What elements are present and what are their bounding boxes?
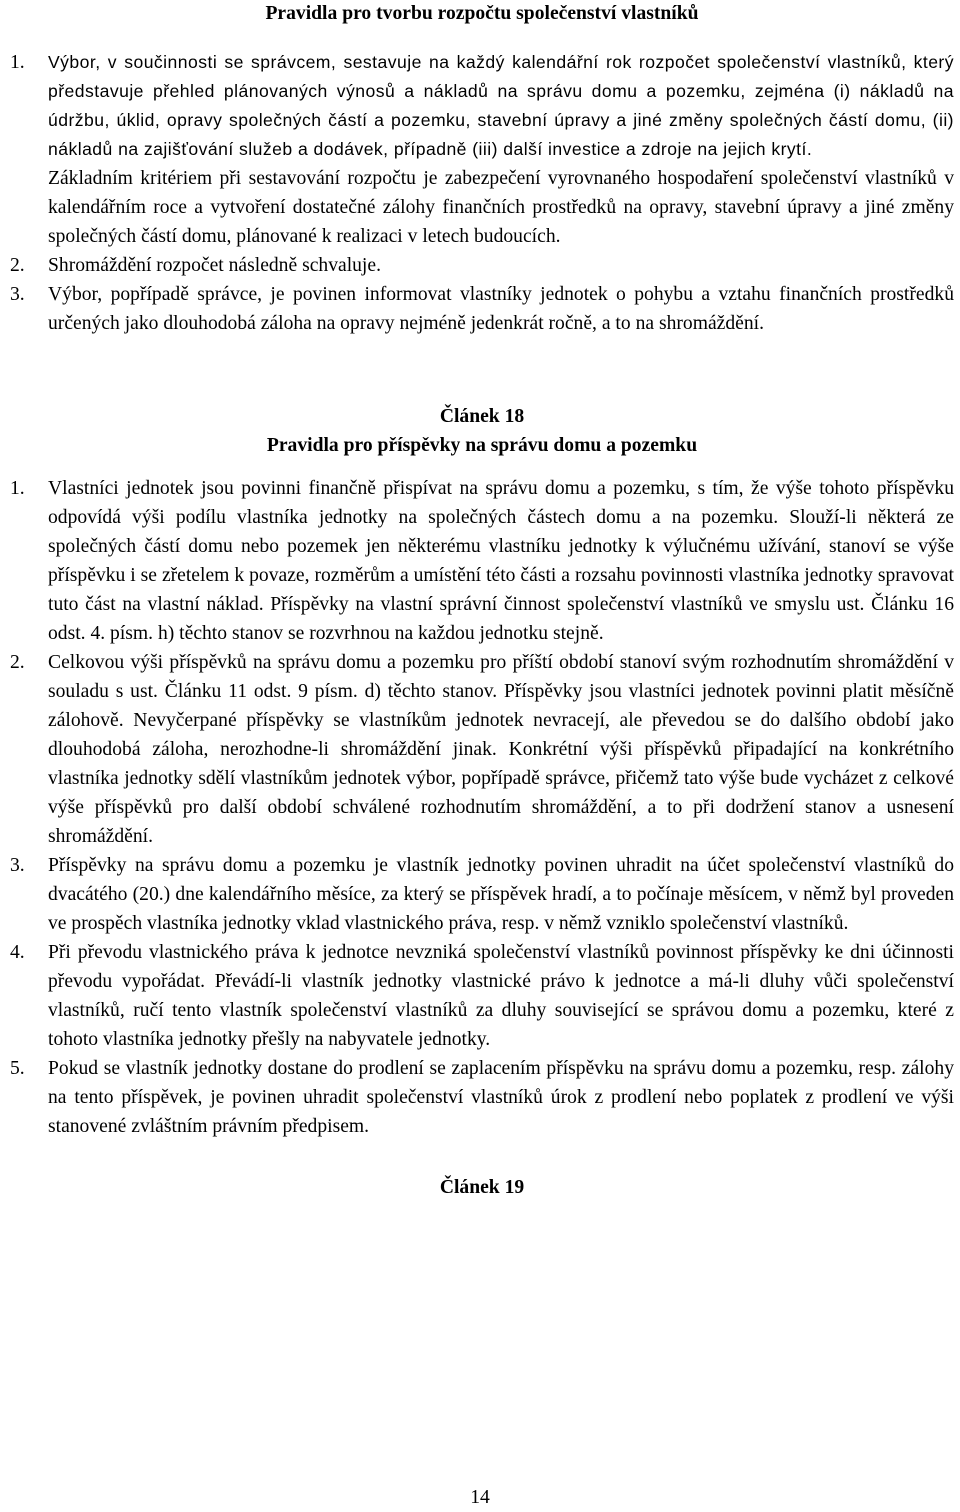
item-number: 2. [10,652,25,673]
item-number: 4. [10,942,25,963]
article-18-label: Článek 18 [439,406,525,427]
item-text: Příspěvky na správu domu a pozemku je vlastník jednotky povinen uhradit na účet společenství vlastníků do dvacátého (20.) dne kalendářního měsíce, za který se příspěvek hradí, a to počínaje měsícem, v němž byl proveden ve prospěch vlastníka jednotky vklad vlastnického práva, resp. v němž vzniklo společenství vlastníků. [48,855,954,934]
item-text: Celkovou výši příspěvků na správu domu a pozemku pro příští období stanoví svým rozhodnutím shromáždění v souladu s ust. Článku 11 odst. 9 písm. d) těchto stanov. Příspěvky jsou vlastníci jednotek povinni platit měsíčně zálohově. Nevyčerpané příspěvky se vlastníkům jednotek nevracejí, ale převedou se do dalšího období jako dlouhodobá záloha, nerozhodne-li shromáždění jinak. Konkrétní výši příspěvků připadající na konkrétního vlastníka jednotky sdělí vlastníkům jednotek výbor, popřípadě správce, přičemž tato výše bude vycházet z celkové výše příspěvků pro další období schválené rozhodnutím shromáždění, a to při dodržení stanov a usnesení shromáždění. [48,652,954,847]
item-text: Při převodu vlastnického práva k jednotce nevzniká společenství vlastníků povinnost příspěvky ke dni účinnosti převodu vypořádat. Převádí-li vlastník jednotky vlastnické právo k jednotce a má-li dluhy vůči společenství vlastníků, ručí tento vlastník společenství vlastníků za dluhy související se správou domu a pozemku, které z tohoto vlastníka jednotky přešly na nabyvatele jednotky. [48,942,954,1050]
item-text: Výbor, popřípadě správce, je povinen informovat vlastníky jednotek o pohybu a vztahu finančních prostředků určených jako dlouhodobá záloha na opravy nejméně jedenkrát ročně, a to na shromáždění. [48,284,954,334]
item-text: Shromáždění rozpočet následně schvaluje. [48,255,381,276]
item-number: 1. [10,478,25,499]
item-number: 3. [10,284,25,305]
item-number: 5. [10,1058,25,1079]
list-item [10,48,954,251]
item-text: Vlastníci jednotek jsou povinni finančně přispívat na správu domu a pozemku, s tím, že výše tohoto příspěvku odpovídá výši podílu vlastníka jednotky na společných částech domu a na pozemku. Slouží-li některá ze společných částí domu nebo pozemek jen některému vlastníku jednotky k výlučnému užívání, stanoví se výše příspěvku i se zřetelem k povaze, rozměrům a umístění této části a rozsahu povinnosti vlastníka jednotky spravovat tuto část na vlastní náklad. Příspěvky na vlastní správní činnost společenství vlastníků ve smyslu ust. Článku 16 odst. 4. písm. h) těchto stanov se rozvrhnou na každou jednotku stejně. [48,478,954,644]
spacer [10,1141,954,1173]
item-text: Pokud se vlastník jednotky dostane do prodlení se zaplacením příspěvku na správu domu a pozemku, resp. zálohy na tento příspěvek, je povinen uhradit společenství vlastníků úrok z prodlení nebo poplatek z prodlení ve výši stanovené zvláštním právním předpisem. [48,1058,954,1137]
list-item [10,1054,954,1141]
document-page [10,0,954,1202]
list-item [10,851,954,938]
article-18-title: Pravidla pro příspěvky na správu domu a pozemku [266,435,698,456]
list-item [10,251,954,280]
budget-rules-heading: Pravidla pro tvorbu rozpočtu společenství vlastníků [265,3,699,24]
item-number: 3. [10,855,25,876]
article-18-list [10,474,954,1141]
item-text: Základním kritériem při sestavování rozpočtu je zabezpečení vyrovnaného hospodaření společenství vlastníků v kalendářním roce a vytvoření dostatečné zálohy finančních prostředků na opravy, stavební úpravy a jiné změny společných částí domu, plánované k realizaci v letech budoucích. [48,168,954,247]
list-item [10,648,954,851]
item-number: 1. [10,52,25,73]
item-number: 2. [10,255,25,276]
item-text: Výbor, v součinnosti se správcem, sestavuje na každý kalendářní rok rozpočet společenství vlastníků, který představuje přehled plánovaných výnosů a nákladů na správu domu a pozemku, zejména (i) nákladů na údržbu, úklid, opravy společných částí a pozemku, stavební úpravy a jiné změny společných částí domu, (ii) nákladů na zajišťování služeb a dodávek, případně (iii) další investice a zdroje na jejich krytí. [48,52,954,159]
page-number: 14 [470,1487,490,1508]
list-item [10,280,954,338]
spacer [10,338,954,402]
list-item [10,938,954,1054]
budget-rules-list [10,48,954,338]
list-item [10,474,954,648]
article-19-label: Článek 19 [439,1177,525,1198]
